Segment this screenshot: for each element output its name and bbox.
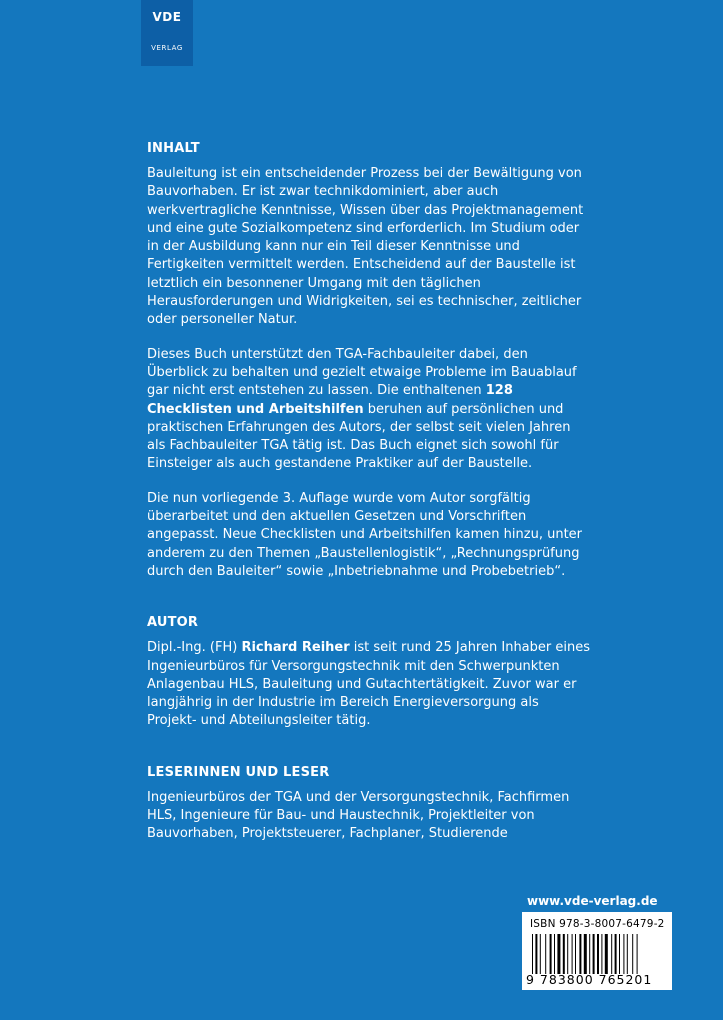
publisher-url: www.vde-verlag.de	[527, 894, 658, 908]
inhalt-paragraph-2	[147, 346, 592, 474]
autor-prefix: Dipl.-Ing. (FH)	[147, 640, 242, 656]
inhalt-p2-text-c: beruhen auf persönlichen und praktischen Erfahrungen des Autors, der selbst seit vielen Jahren als Fachbauleiter TGA tätig ist. Das Buch eignet sich sowohl für Einsteiger als auch gestandene Praktiker auf der Baustelle.	[147, 401, 571, 472]
section-heading-leser: LESERINNEN UND LESER	[147, 764, 330, 780]
back-cover-text	[147, 141, 592, 860]
autor-name: Richard Reiher	[241, 640, 350, 656]
inhalt-p2-text-a: Dieses Buch unterstützt den TGA-Fachbauleiter dabei, den Überblick zu behalten und gezielt etwaige Probleme im Bauablauf gar nicht erst entstehen zu lassen. Die enthaltenen	[147, 346, 577, 399]
inhalt-p2-highlight: 128 Checklisten und Arbeitshilfen	[147, 383, 513, 417]
isbn-text: ISBN 978-3-8007-6479-2	[530, 918, 665, 930]
autor-paragraph	[147, 639, 592, 730]
section-heading-inhalt: INHALT	[147, 141, 200, 156]
autor-text: ist seit rund 25 Jahren Inhaber eines Ingenieurbüros für Versorgungstechnik mit den Schwerpunkten Anlagenbau HLS, Bauleitung und Gutachtertätigkeit. Zuvor war er langjährig in der Industrie im Bereich Energieversorgung als Projekt- und Abteilungsleiter tätig.	[147, 640, 590, 729]
logo-brand: VDE	[152, 10, 182, 24]
barcode-bars	[532, 934, 666, 974]
inhalt-paragraph-3: Die nun vorliegende 3. Auflage wurde vom Autor sorgfältig überarbeitet und den aktuellen Gesetzen und Vorschriften angepasst. Neue Checklisten und Arbeitshilfen kamen hinzu, unter anderem zu den Themen „Baustellenlogistik“, „Rechnungsprüfung durch den Bauleiter“ sowie „Inbetriebnahme und Probebetrieb“.	[147, 490, 583, 579]
inhalt-paragraph-1: Bauleitung ist ein entscheidender Prozess bei der Bewältigung von Bauvorhaben. Er ist zwar technikdominiert, aber auch werkvertragliche Kenntnisse, Wissen über das Projektmanagement und eine gute Sozialkompetenz sind erforderlich. Im Studium oder in der Ausbildung kann nur ein Teil dieser Kenntnisse und Fertigkeiten vermittelt werden. Entscheidend auf der Baustelle ist letztlich ein besonnener Umgang mit den täglichen Herausforderungen und Widrigkeiten, sei es technischer, zeitlicher oder personeller Natur.	[147, 166, 584, 328]
leser-paragraph: Ingenieurbüros der TGA und der Versorgungstechnik, Fachfirmen HLS, Ingenieure für Bau- und Haustechnik, Projektleiter von Bauvorhaben, Projektsteuerer, Fachplaner, Studierende	[147, 789, 570, 842]
barcode-digits: 9 783800 765201	[526, 972, 653, 987]
section-heading-autor: AUTOR	[147, 615, 199, 631]
vde-verlag-logo	[141, 0, 193, 66]
isbn-barcode	[522, 912, 672, 990]
logo-sub: VERLAG	[151, 44, 183, 52]
